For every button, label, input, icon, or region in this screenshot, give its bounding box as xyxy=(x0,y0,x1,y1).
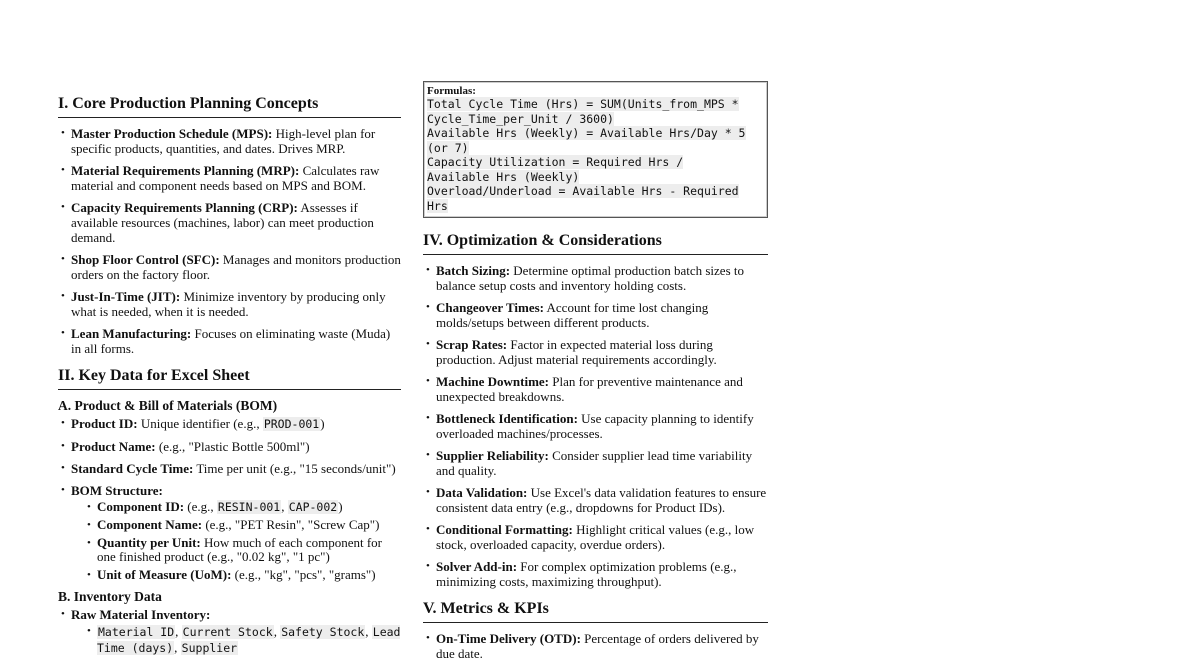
section-heading: IV. Optimization & Considerations xyxy=(423,231,768,255)
description: (e.g., "Plastic Bottle 500ml") xyxy=(155,438,310,454)
list-item xyxy=(58,200,401,245)
list-item xyxy=(423,411,768,441)
list-item xyxy=(58,483,401,582)
formula-text: Hrs xyxy=(427,198,448,213)
field-code: Current Stock xyxy=(182,624,273,639)
term: Raw Material Inventory: xyxy=(71,606,211,622)
description: Use capacity planning to identify overloaded machines/processes. xyxy=(436,411,754,441)
list-item xyxy=(58,252,401,282)
term: Scrap Rates: xyxy=(436,337,508,352)
term: Component ID: xyxy=(97,498,185,514)
inventory-list xyxy=(58,607,401,656)
term: Bottleneck Identification: xyxy=(436,411,578,426)
field-code: Safety Stock xyxy=(281,624,365,639)
description: Minimize inventory by producing only what is needed, when it is needed. xyxy=(71,289,386,319)
bom-sublist xyxy=(71,500,401,582)
formula-text: Available Hrs (Weekly) xyxy=(427,169,580,184)
term: Just-In-Time (JIT): xyxy=(71,289,181,304)
list-item xyxy=(423,300,768,330)
section-core-concepts xyxy=(58,94,401,356)
formula-line xyxy=(427,126,763,155)
list-item xyxy=(84,568,401,582)
term: Product ID: xyxy=(71,415,138,431)
list-item xyxy=(58,607,401,656)
description: (e.g., "PET Resin", "Screw Cap") xyxy=(202,516,380,532)
description: Account for time lost changing molds/setups between different products. xyxy=(436,300,709,330)
right-column xyxy=(423,81,768,671)
list-item xyxy=(423,631,768,661)
description: Calculates raw material and component needs based on MPS and BOM. xyxy=(71,163,380,193)
description: How much of each component for one finished product (e.g., "0.02 kg", "1 pc") xyxy=(97,534,382,564)
list-item xyxy=(84,518,401,532)
list-item xyxy=(58,326,401,356)
punctuation: ) xyxy=(320,415,325,431)
term: Material Requirements Planning (MRP): xyxy=(71,163,300,178)
term: Conditional Formatting: xyxy=(436,522,573,537)
formulas-box xyxy=(423,81,768,218)
formula-line xyxy=(427,97,763,126)
formula-text: Cycle_Time_per_Unit / 3600) xyxy=(427,111,614,126)
term: Changeover Times: xyxy=(436,300,544,315)
formulas-title: Formulas: xyxy=(427,85,476,97)
list-item: • Material ID, Current Stock, Safety Stock, Lead Time (days), Supplier xyxy=(84,624,401,656)
concept-list xyxy=(58,126,401,356)
list-item xyxy=(58,416,401,432)
description: Consider supplier lead time variability and quality. xyxy=(436,448,753,478)
term: Unit of Measure (UoM): xyxy=(97,566,232,582)
list-item xyxy=(423,559,768,589)
section-heading: I. Core Production Planning Concepts xyxy=(58,94,401,118)
formula-line xyxy=(427,184,763,213)
description: High-level plan for specific products, quantities, and dates. Drives MRP. xyxy=(71,126,376,156)
formula-text: Total Cycle Time (Hrs) = SUM(Units_from_MPS * xyxy=(427,97,739,111)
list-item xyxy=(58,289,401,319)
description: Percentage of orders delivered by due date. xyxy=(436,631,759,661)
list-item xyxy=(84,500,401,514)
term: Lean Manufacturing: xyxy=(71,326,192,341)
section-metrics xyxy=(423,599,768,661)
list-item xyxy=(58,439,401,454)
subsection-heading: A. Product & Bill of Materials (BOM) xyxy=(58,398,278,413)
section-optimization xyxy=(423,231,768,589)
list-item xyxy=(423,485,768,515)
field-code: Supplier xyxy=(181,640,238,655)
list-item xyxy=(58,461,401,476)
list-item xyxy=(58,163,401,193)
inventory-sublist xyxy=(71,624,401,656)
field-code: Material ID xyxy=(98,624,175,639)
code-example: RESIN-001 xyxy=(217,499,281,514)
term: Standard Cycle Time: xyxy=(71,460,194,476)
term: On-Time Delivery (OTD): xyxy=(436,631,581,646)
list-item xyxy=(84,536,401,564)
description: Factor in expected material loss during production. Adjust material requirements accordingly. xyxy=(436,337,717,367)
formula-text: Overload/Underload = Available Hrs - Required xyxy=(427,184,739,198)
left-column xyxy=(58,94,401,666)
description: Focuses on eliminating waste (Muda) in all forms. xyxy=(71,326,391,356)
description: Unique identifier (e.g., xyxy=(137,415,263,431)
term: Supplier Reliability: xyxy=(436,448,549,463)
list-item xyxy=(423,448,768,478)
term: Data Validation: xyxy=(436,485,528,500)
code-example: CAP-002 xyxy=(288,499,338,514)
list-item xyxy=(423,374,768,404)
term: Product Name: xyxy=(71,438,156,454)
formula-text: (or 7) xyxy=(427,140,469,155)
punctuation: , xyxy=(281,498,288,514)
description: Time per unit (e.g., "15 seconds/unit") xyxy=(193,460,396,476)
term: Master Production Schedule (MPS): xyxy=(71,126,273,141)
formula-text: Available Hrs (Weekly) = Available Hrs/Day * 5 xyxy=(427,126,746,140)
description: Use Excel's data validation features to ensure consistent data entry (e.g., dropdowns for Product IDs). xyxy=(436,485,767,515)
description: Manages and monitors production orders on the factory floor. xyxy=(71,252,401,282)
section-key-data xyxy=(58,366,401,656)
term: Capacity Requirements Planning (CRP): xyxy=(71,200,298,215)
list-item xyxy=(58,126,401,156)
description: For complex optimization problems (e.g., minimizing costs, maximizing throughput). xyxy=(436,559,737,589)
section-heading: V. Metrics & KPIs xyxy=(423,599,768,623)
term: Batch Sizing: xyxy=(436,263,511,278)
optimization-list xyxy=(423,263,768,589)
description: (e.g., "kg", "pcs", "grams") xyxy=(231,566,376,582)
punctuation: ) xyxy=(338,498,343,514)
description: Highlight critical values (e.g., low stock, overloaded capacity, overdue orders). xyxy=(436,522,755,552)
list-item xyxy=(423,522,768,552)
metrics-list xyxy=(423,631,768,661)
list-item xyxy=(423,337,768,367)
term: Quantity per Unit: xyxy=(97,534,201,550)
term: Solver Add-in: xyxy=(436,559,518,574)
description: (e.g., xyxy=(184,498,217,514)
section-heading: II. Key Data for Excel Sheet xyxy=(58,366,401,390)
code-example: PROD-001 xyxy=(263,416,320,431)
product-bom-list xyxy=(58,416,401,582)
term: Machine Downtime: xyxy=(436,374,550,389)
description: Assesses if available resources (machines, labor) can meet production demand. xyxy=(71,200,374,245)
term: Shop Floor Control (SFC): xyxy=(71,252,220,267)
subsection-heading: B. Inventory Data xyxy=(58,588,162,604)
description: Plan for preventive maintenance and unexpected breakdowns. xyxy=(436,374,743,404)
term: Component Name: xyxy=(97,516,203,532)
formula-line xyxy=(427,155,763,184)
field-code: Lead Time (days) xyxy=(97,624,401,655)
term: BOM Structure: xyxy=(71,482,163,498)
list-item xyxy=(423,263,768,293)
description: Determine optimal production batch sizes to balance setup costs and inventory holding costs. xyxy=(436,263,744,293)
formula-text: Capacity Utilization = Required Hrs / xyxy=(427,155,684,169)
